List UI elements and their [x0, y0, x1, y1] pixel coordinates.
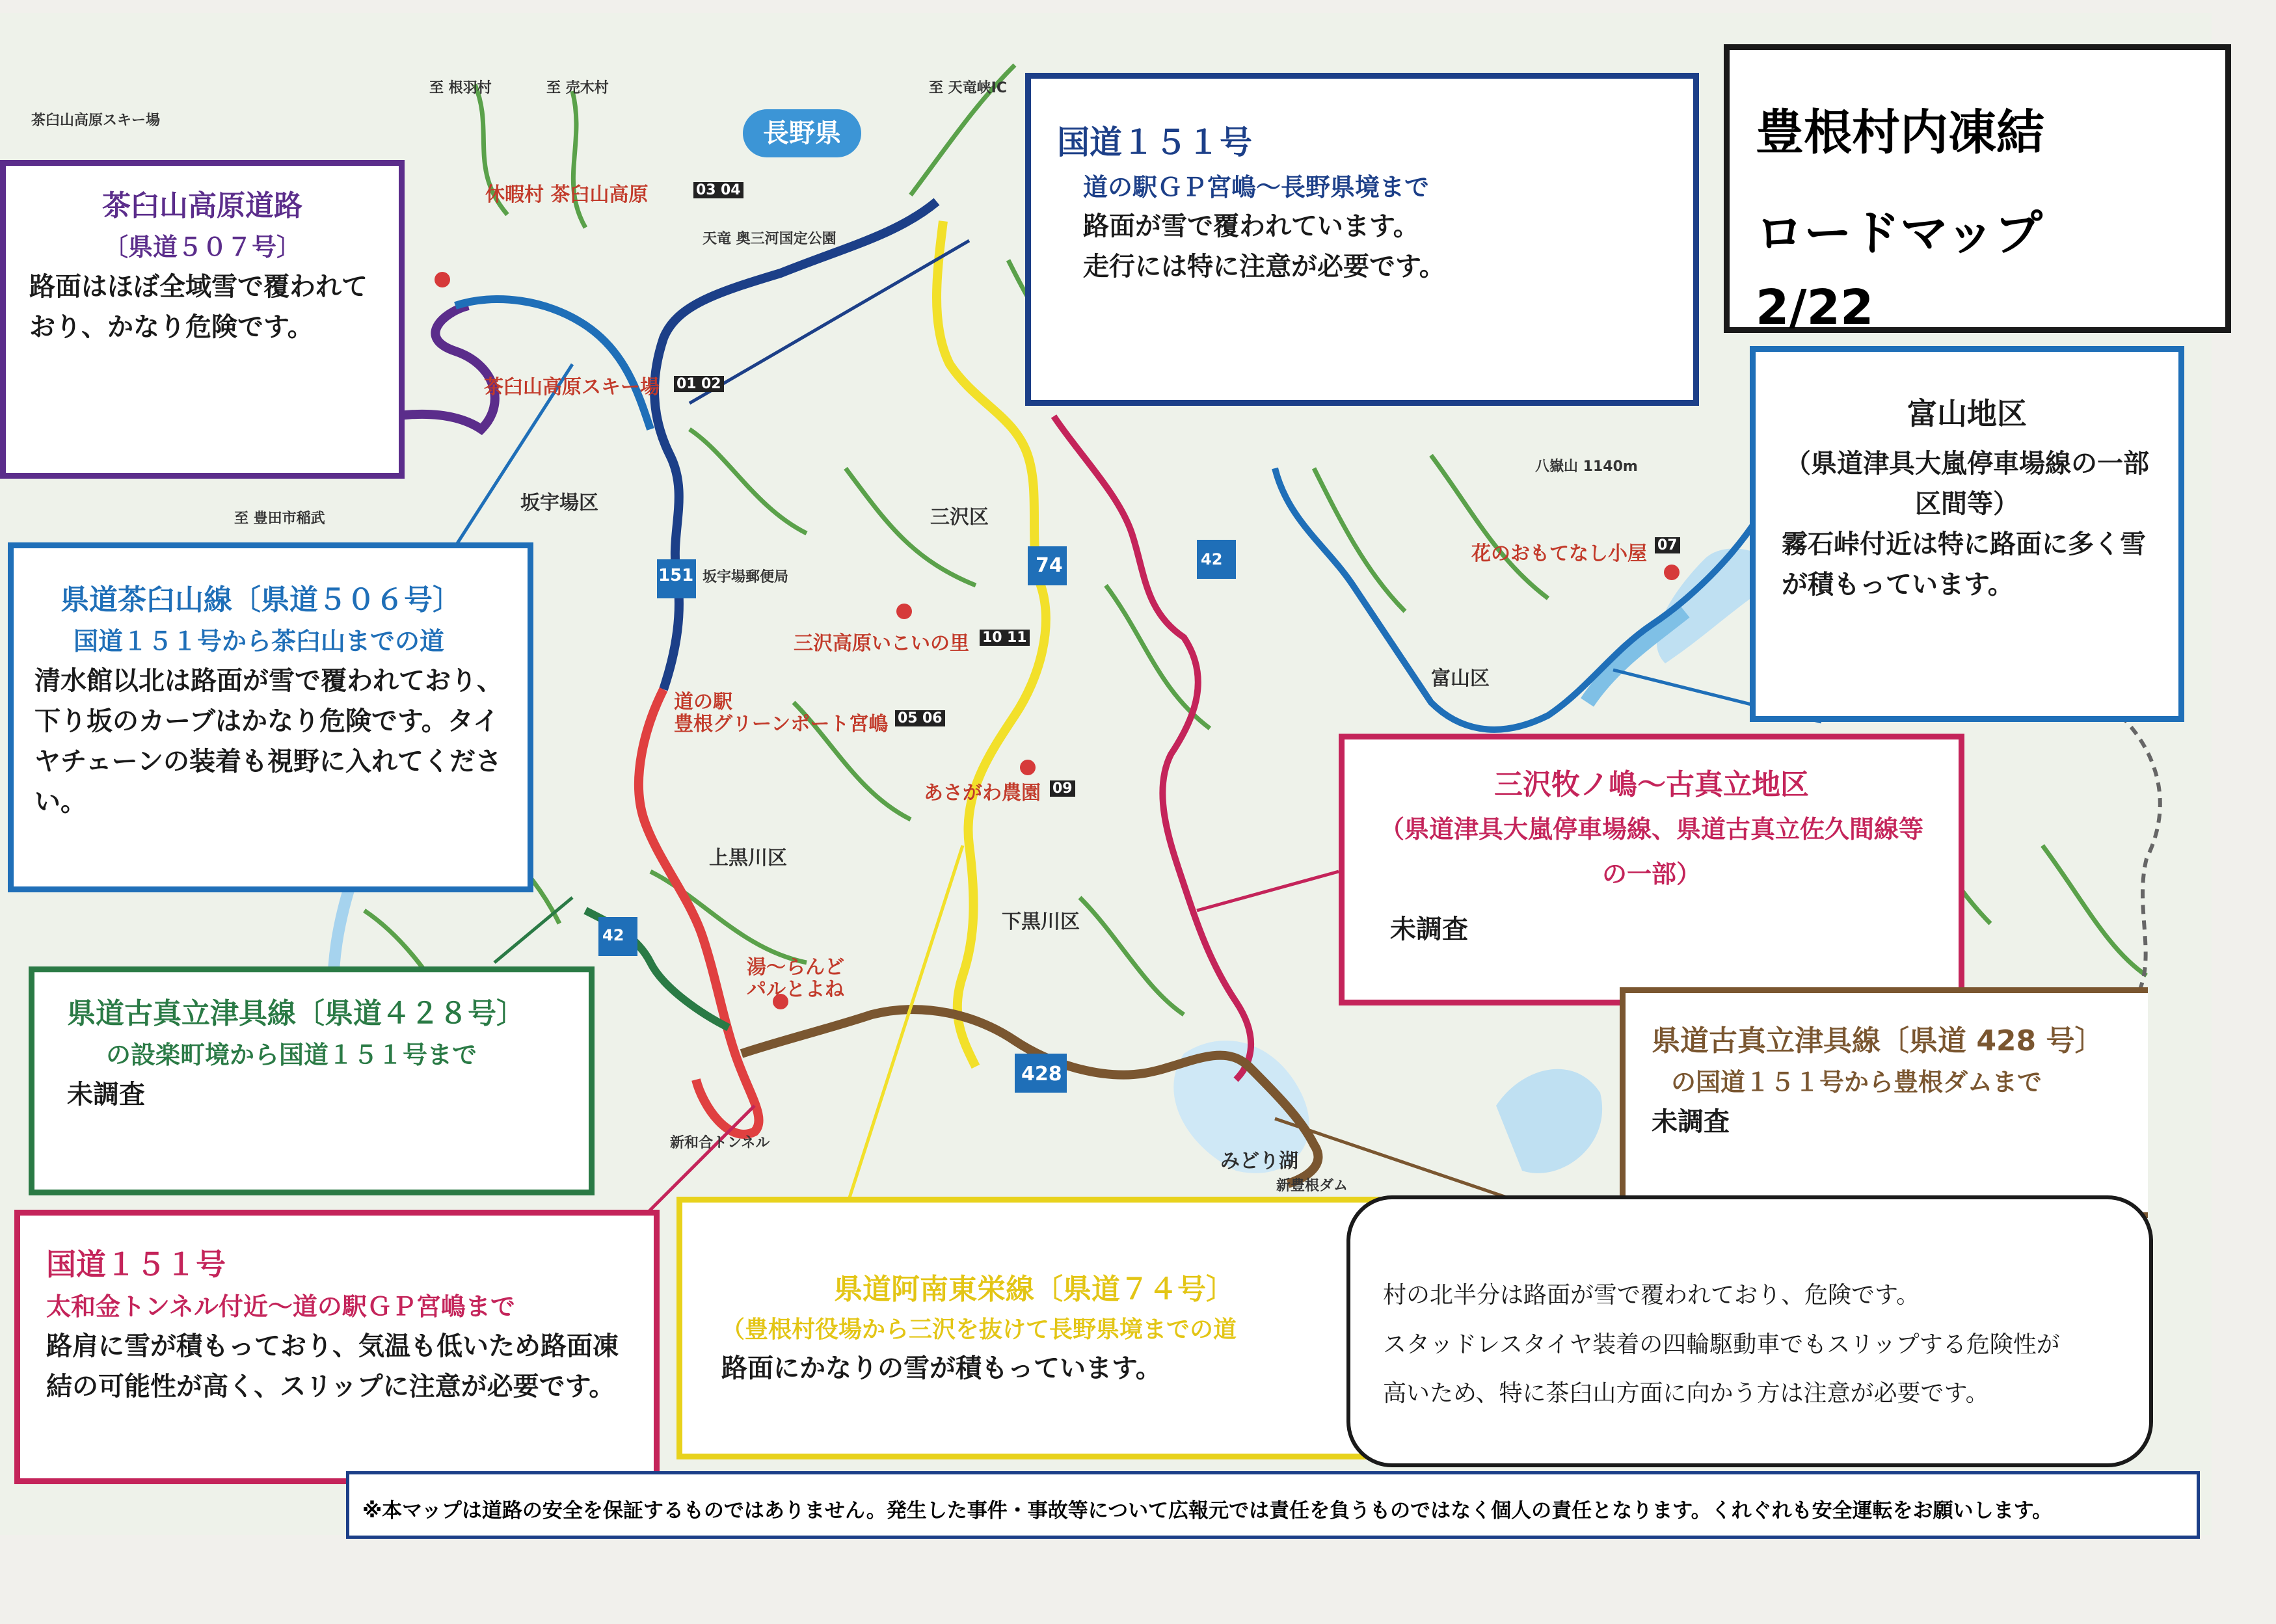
map-label-shinwachi: 新和合トンネル [670, 1135, 770, 1151]
map-label-tenryu: 天竜 奥三河国定公園 [703, 231, 837, 247]
callout-title: 国道１５１号 [46, 1247, 226, 1282]
map-label-yurando-1: 湯～らんど [747, 956, 844, 979]
map-title-box [1724, 44, 2231, 336]
map-label-michinoeki-1: 道の駅 [674, 691, 732, 713]
poi-04: 04 [718, 182, 743, 198]
callout-pref-road-428-south [1620, 987, 2148, 1218]
callout-subtitle: の国道１５１号から豊根ダムまで [1671, 1068, 2042, 1097]
callout-body: 路面にかなりの雪が積もっています。 [721, 1353, 1162, 1383]
map-label-asagawa: あさがわ農園 [924, 782, 1041, 805]
route-74-number: 74 [1036, 554, 1063, 577]
map-label-misawa: 三沢区 [930, 506, 989, 529]
callout-subtitle: 太和金トンネル付近～道の駅ＧＰ宮嶋まで [46, 1292, 515, 1322]
map-label-ski: 茶臼山高原スキー場 [31, 113, 161, 129]
general-warning-note [1346, 1195, 2153, 1467]
route-151-number: 151 [658, 566, 694, 585]
callout-subtitle: 道の駅ＧＰ宮嶋～長野県境まで [1083, 172, 1430, 202]
callout-body: 未調査 [1390, 914, 1468, 944]
callout-title: 県道茶臼山線〔県道５０６号〕 [60, 583, 461, 617]
callout-body: 未調査 [1652, 1107, 1730, 1138]
map-subtitle-date: ロードマップ 2/22 [1756, 205, 2091, 336]
map-label-toyone-dam: 新豊根ダム [1276, 1178, 1348, 1194]
callout-body: 路肩に雪が積もっており、気温も低いため路面凍結の可能性が高く、スリップに注意が必要です。 [46, 1331, 619, 1402]
map-title: 豊根村内凍結 [1756, 105, 2044, 161]
poi-03: 03 [693, 182, 719, 198]
callout-route151-north [1025, 73, 1699, 406]
route-42-number: 42 [1201, 550, 1223, 568]
map-label-to-toyota: 至 豊田市稲武 [234, 511, 325, 527]
callout-title: 富山地区 [1907, 396, 2027, 431]
note-line-2: スタッドレスタイヤ装着の四輪駆動車でもスリップする危険性が [1383, 1331, 2060, 1358]
map-label-sakauba: 坂宇場区 [520, 492, 598, 514]
callout-subtitle: （豊根村役場から三沢を抜けて長野県境までの道 [721, 1316, 1237, 1344]
map-label-yurando-2: パルとよね [747, 978, 844, 1001]
callout-tomiyama [1750, 346, 2184, 722]
callout-chausuyama-kogen-road [0, 160, 405, 479]
callout-body: 路面はほぼ全域雪で覆われており、かなり危険です。 [29, 272, 368, 343]
poi-02: 02 [699, 376, 724, 392]
map-label-tomiyama: 富山区 [1431, 667, 1490, 690]
map-label-hana: 花のおもてなし小屋 [1471, 542, 1647, 565]
callout-title: 県道古真立津具線〔県道 428 号〕 [1652, 1024, 2104, 1058]
note-line-3: 高いため、特に茶臼山方面に向かう方は注意が必要です。 [1383, 1380, 1989, 1407]
callout-title: 三沢牧ノ嶋～古真立地区 [1494, 768, 1809, 801]
callout-subtitle: 国道１５１号から茶臼山までの道 [74, 627, 445, 656]
callout-pref-road-506 [8, 542, 533, 892]
callout-body: 未調査 [67, 1080, 145, 1110]
map-label-mountain: 八嶽山 1140m [1535, 459, 1638, 475]
nagano-prefecture-badge: 長野県 [743, 109, 861, 157]
poi-09: 09 [1050, 780, 1075, 797]
map-label-ski-area: 茶臼山高原スキー場 [484, 376, 660, 399]
poi-06: 06 [920, 710, 945, 726]
map-label-misawa-kogen: 三沢高原いこいの里 [794, 632, 969, 655]
map-label-to-uriki: 至 売木村 [546, 80, 609, 96]
callout-route151-south [14, 1210, 660, 1484]
callout-misawa [1339, 734, 1964, 1005]
map-label-sakauba-office: 坂宇場郵便局 [703, 569, 789, 585]
map-label-to-tenryukyo: 至 天竜峡IC [929, 80, 1007, 96]
callout-body: 霧石峠付近は特に路面に多く雪が積もっています。 [1782, 529, 2146, 600]
callout-title: 県道阿南東栄線〔県道７４号〕 [834, 1273, 1235, 1306]
poi-05: 05 [895, 710, 920, 726]
callout-subtitle: （県道津具大嵐停車場線の一部区間等） [1785, 449, 2149, 520]
route-428-number: 428 [1021, 1063, 1062, 1085]
callout-title: 県道古真立津具線〔県道４２８号〕 [67, 997, 525, 1030]
poi-11: 11 [1004, 630, 1030, 646]
poi-10: 10 [980, 630, 1005, 646]
map-label-michinoeki-2: 豊根グリーンポート宮嶋 [674, 713, 889, 736]
note-line-1: 村の北半分は路面が雪で覆われており、危険です。 [1383, 1282, 1920, 1309]
callout-title: 茶臼山高原道路 [102, 189, 302, 222]
route-42b-number: 42 [602, 926, 624, 944]
callout-body: 清水館以北は路面が雪で覆われており、下り坂のカーブはかなり危険です。タイヤチェーンの装着も視野に入れてください。 [34, 666, 503, 818]
callout-body-2: 走行には特に注意が必要です。 [1083, 252, 1445, 282]
map-label-shimokurokawa: 下黒川区 [1002, 911, 1080, 933]
callout-pref-road-74 [676, 1197, 1392, 1459]
map-label-to-negaba: 至 根羽村 [429, 80, 492, 96]
poi-01: 01 [674, 376, 699, 392]
map-label-midori: みどり湖 [1220, 1150, 1298, 1173]
callout-subtitle: （県道津具大嵐停車場線、県道古真立佐久間線等の一部） [1379, 815, 1923, 888]
map-label-kyukamura: 休暇村 茶臼山高原 [485, 183, 649, 206]
callout-subtitle: 〔県道５０７号〕 [103, 233, 301, 262]
disclaimer-text: ※本マップは道路の安全を保証するものではありません。発生した事件・事故等について広報元では責任を負うものではなく個人の責任となります。くれぐれも安全運転をお願いします。 [346, 1471, 2200, 1539]
callout-subtitle: の設楽町境から国道１５１号まで [106, 1041, 477, 1070]
callout-pref-road-428-north [29, 966, 595, 1195]
callout-title: 国道１５１号 [1057, 124, 1252, 161]
map-label-kamikurokawa: 上黒川区 [709, 847, 787, 870]
poi-07: 07 [1655, 537, 1680, 553]
callout-body-1: 路面が雪で覆われています。 [1083, 211, 1419, 242]
